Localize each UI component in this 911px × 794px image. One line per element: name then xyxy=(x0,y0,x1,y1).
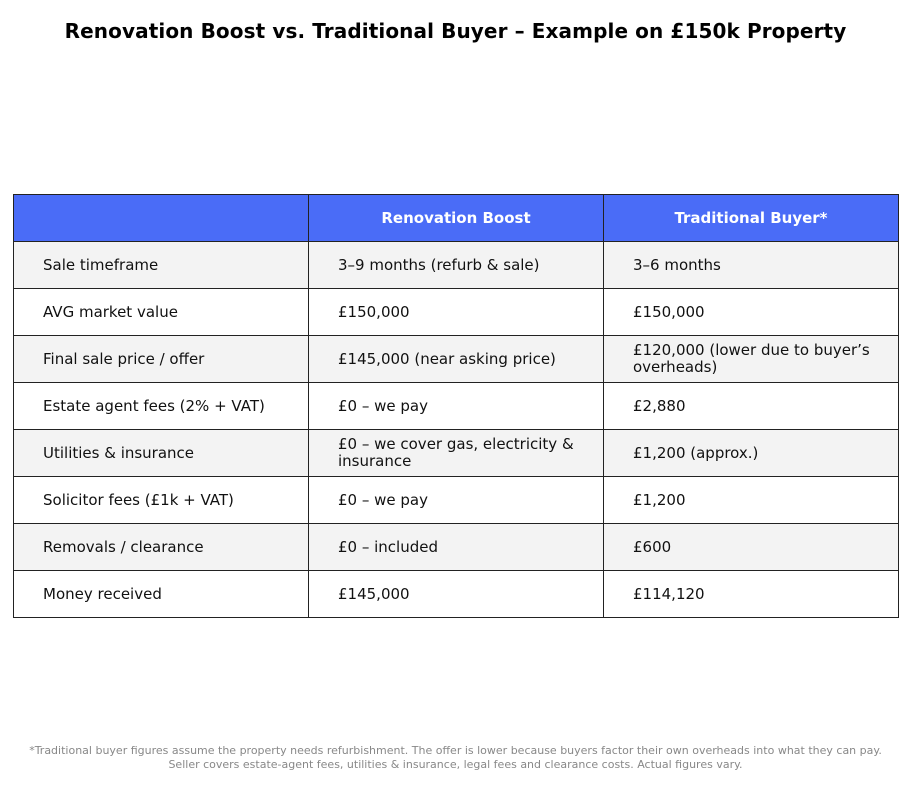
comparison-table xyxy=(13,194,899,618)
renovation-boost-cell: £150,000 xyxy=(309,289,604,336)
table-row xyxy=(14,242,899,289)
renovation-boost-cell: £145,000 (near asking price) xyxy=(309,336,604,383)
row-label-cell: Sale timeframe xyxy=(14,242,309,289)
table-row xyxy=(14,571,899,618)
table-row xyxy=(14,289,899,336)
renovation-boost-cell: £0 – we cover gas, electricity & insurance xyxy=(309,430,604,477)
renovation-boost-cell: £0 – we pay xyxy=(309,477,604,524)
traditional-buyer-cell: £114,120 xyxy=(604,571,899,618)
traditional-buyer-cell: £120,000 (lower due to buyer’s overheads) xyxy=(604,336,899,383)
column-header-traditional-buyer: Traditional Buyer* xyxy=(604,195,899,242)
renovation-boost-cell: 3–9 months (refurb & sale) xyxy=(309,242,604,289)
row-label-cell: Final sale price / offer xyxy=(14,336,309,383)
column-header-renovation-boost: Renovation Boost xyxy=(309,195,604,242)
table-header-row xyxy=(14,195,899,242)
traditional-buyer-cell: £150,000 xyxy=(604,289,899,336)
footnote xyxy=(0,744,911,771)
renovation-boost-cell: £145,000 xyxy=(309,571,604,618)
row-label-cell: Solicitor fees (£1k + VAT) xyxy=(14,477,309,524)
column-header-label xyxy=(14,195,309,242)
footnote-line-1: *Traditional buyer figures assume the property needs refurbishment. The offer is lower because buyers factor their own overheads into what they can pay. xyxy=(29,744,882,757)
footnote-line-2: Seller covers estate-agent fees, utilities & insurance, legal fees and clearance costs. Actual figures vary. xyxy=(168,757,743,771)
traditional-buyer-cell: £1,200 (approx.) xyxy=(604,430,899,477)
table-row xyxy=(14,477,899,524)
table-row xyxy=(14,430,899,477)
row-label-cell: Money received xyxy=(14,571,309,618)
renovation-boost-cell: £0 – included xyxy=(309,524,604,571)
traditional-buyer-cell: 3–6 months xyxy=(604,242,899,289)
table-row xyxy=(14,336,899,383)
chart-title: Renovation Boost vs. Traditional Buyer – Example on £150k Property xyxy=(64,19,847,43)
traditional-buyer-cell: £600 xyxy=(604,524,899,571)
traditional-buyer-cell: £2,880 xyxy=(604,383,899,430)
row-label-cell: Removals / clearance xyxy=(14,524,309,571)
row-label-cell: Estate agent fees (2% + VAT) xyxy=(14,383,309,430)
traditional-buyer-cell: £1,200 xyxy=(604,477,899,524)
table-row xyxy=(14,524,899,571)
table-row xyxy=(14,383,899,430)
renovation-boost-cell: £0 – we pay xyxy=(309,383,604,430)
row-label-cell: AVG market value xyxy=(14,289,309,336)
row-label-cell: Utilities & insurance xyxy=(14,430,309,477)
